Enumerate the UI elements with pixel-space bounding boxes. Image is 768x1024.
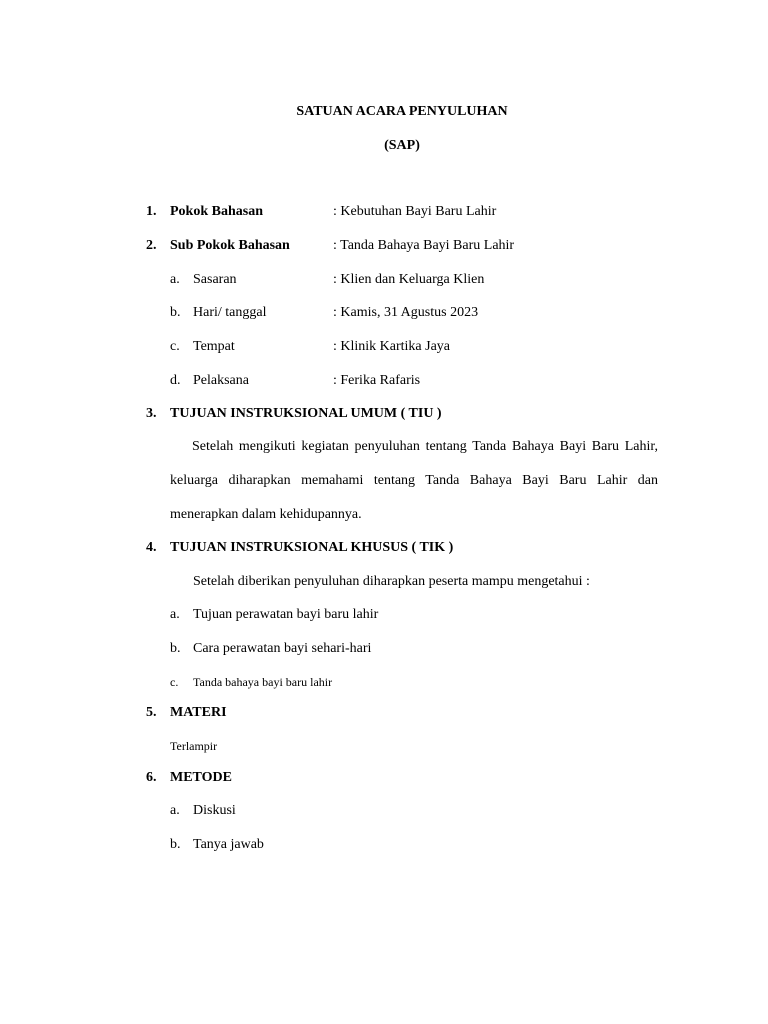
document-title: SATUAN ACARA PENYULUHAN xyxy=(296,104,508,119)
sub-pokok-bahasan-label: Sub Pokok Bahasan xyxy=(170,238,290,253)
tik-heading: TUJUAN INSTRUKSIONAL KHUSUS ( TIK ) xyxy=(170,540,454,555)
pokok-bahasan-label: Pokok Bahasan xyxy=(170,204,263,219)
document-subtitle: (SAP) xyxy=(384,138,420,153)
item-number: 3. xyxy=(146,406,157,421)
tik-intro: Setelah diberikan penyuluhan diharapkan peserta mampu mengetahui : xyxy=(193,574,590,589)
list-marker: b. xyxy=(170,837,181,852)
tik-item: Tujuan perawatan bayi baru lahir xyxy=(193,607,379,622)
tempat-label: Tempat xyxy=(193,339,235,354)
metode-item: Diskusi xyxy=(193,803,236,818)
pelaksana-value: : Ferika Rafaris xyxy=(333,373,421,388)
list-marker: b. xyxy=(170,641,181,656)
list-marker: a. xyxy=(170,272,180,287)
materi-text: Terlampir xyxy=(170,739,218,753)
tiu-text: Setelah mengikuti kegiatan penyuluhan tentang Tanda Bahaya Bayi Baru Lahir, keluarga diharapkan memahami tentang Tanda Bahaya Bayi Baru Lahir dan menerapkan dalam kehidupannya. xyxy=(170,439,658,522)
list-marker: c. xyxy=(170,339,180,354)
hari-tanggal-label: Hari/ tanggal xyxy=(193,305,267,320)
item-number: 2. xyxy=(146,238,157,253)
tiu-paragraph xyxy=(170,430,658,532)
metode-heading: METODE xyxy=(170,770,232,785)
list-marker: a. xyxy=(170,803,180,818)
item-number: 5. xyxy=(146,705,157,720)
item-number: 4. xyxy=(146,540,157,555)
hari-tanggal-value: : Kamis, 31 Agustus 2023 xyxy=(333,305,479,320)
item-number: 6. xyxy=(146,770,157,785)
item-number: 1. xyxy=(146,204,157,219)
metode-item: Tanya jawab xyxy=(193,837,264,852)
tempat-value: : Klinik Kartika Jaya xyxy=(333,339,451,354)
pelaksana-label: Pelaksana xyxy=(193,373,249,388)
list-marker: c. xyxy=(170,675,179,689)
pokok-bahasan-value: : Kebutuhan Bayi Baru Lahir xyxy=(333,204,497,219)
sasaran-label: Sasaran xyxy=(193,272,237,287)
sasaran-value: : Klien dan Keluarga Klien xyxy=(333,272,485,287)
materi-heading: MATERI xyxy=(170,705,227,720)
tik-item: Cara perawatan bayi sehari-hari xyxy=(193,641,372,656)
sub-pokok-bahasan-value: : Tanda Bahaya Bayi Baru Lahir xyxy=(333,238,515,253)
list-marker: d. xyxy=(170,373,181,388)
list-marker: b. xyxy=(170,305,181,320)
list-marker: a. xyxy=(170,607,180,622)
tik-item: Tanda bahaya bayi baru lahir xyxy=(193,675,333,689)
tiu-heading: TUJUAN INSTRUKSIONAL UMUM ( TIU ) xyxy=(170,406,442,421)
